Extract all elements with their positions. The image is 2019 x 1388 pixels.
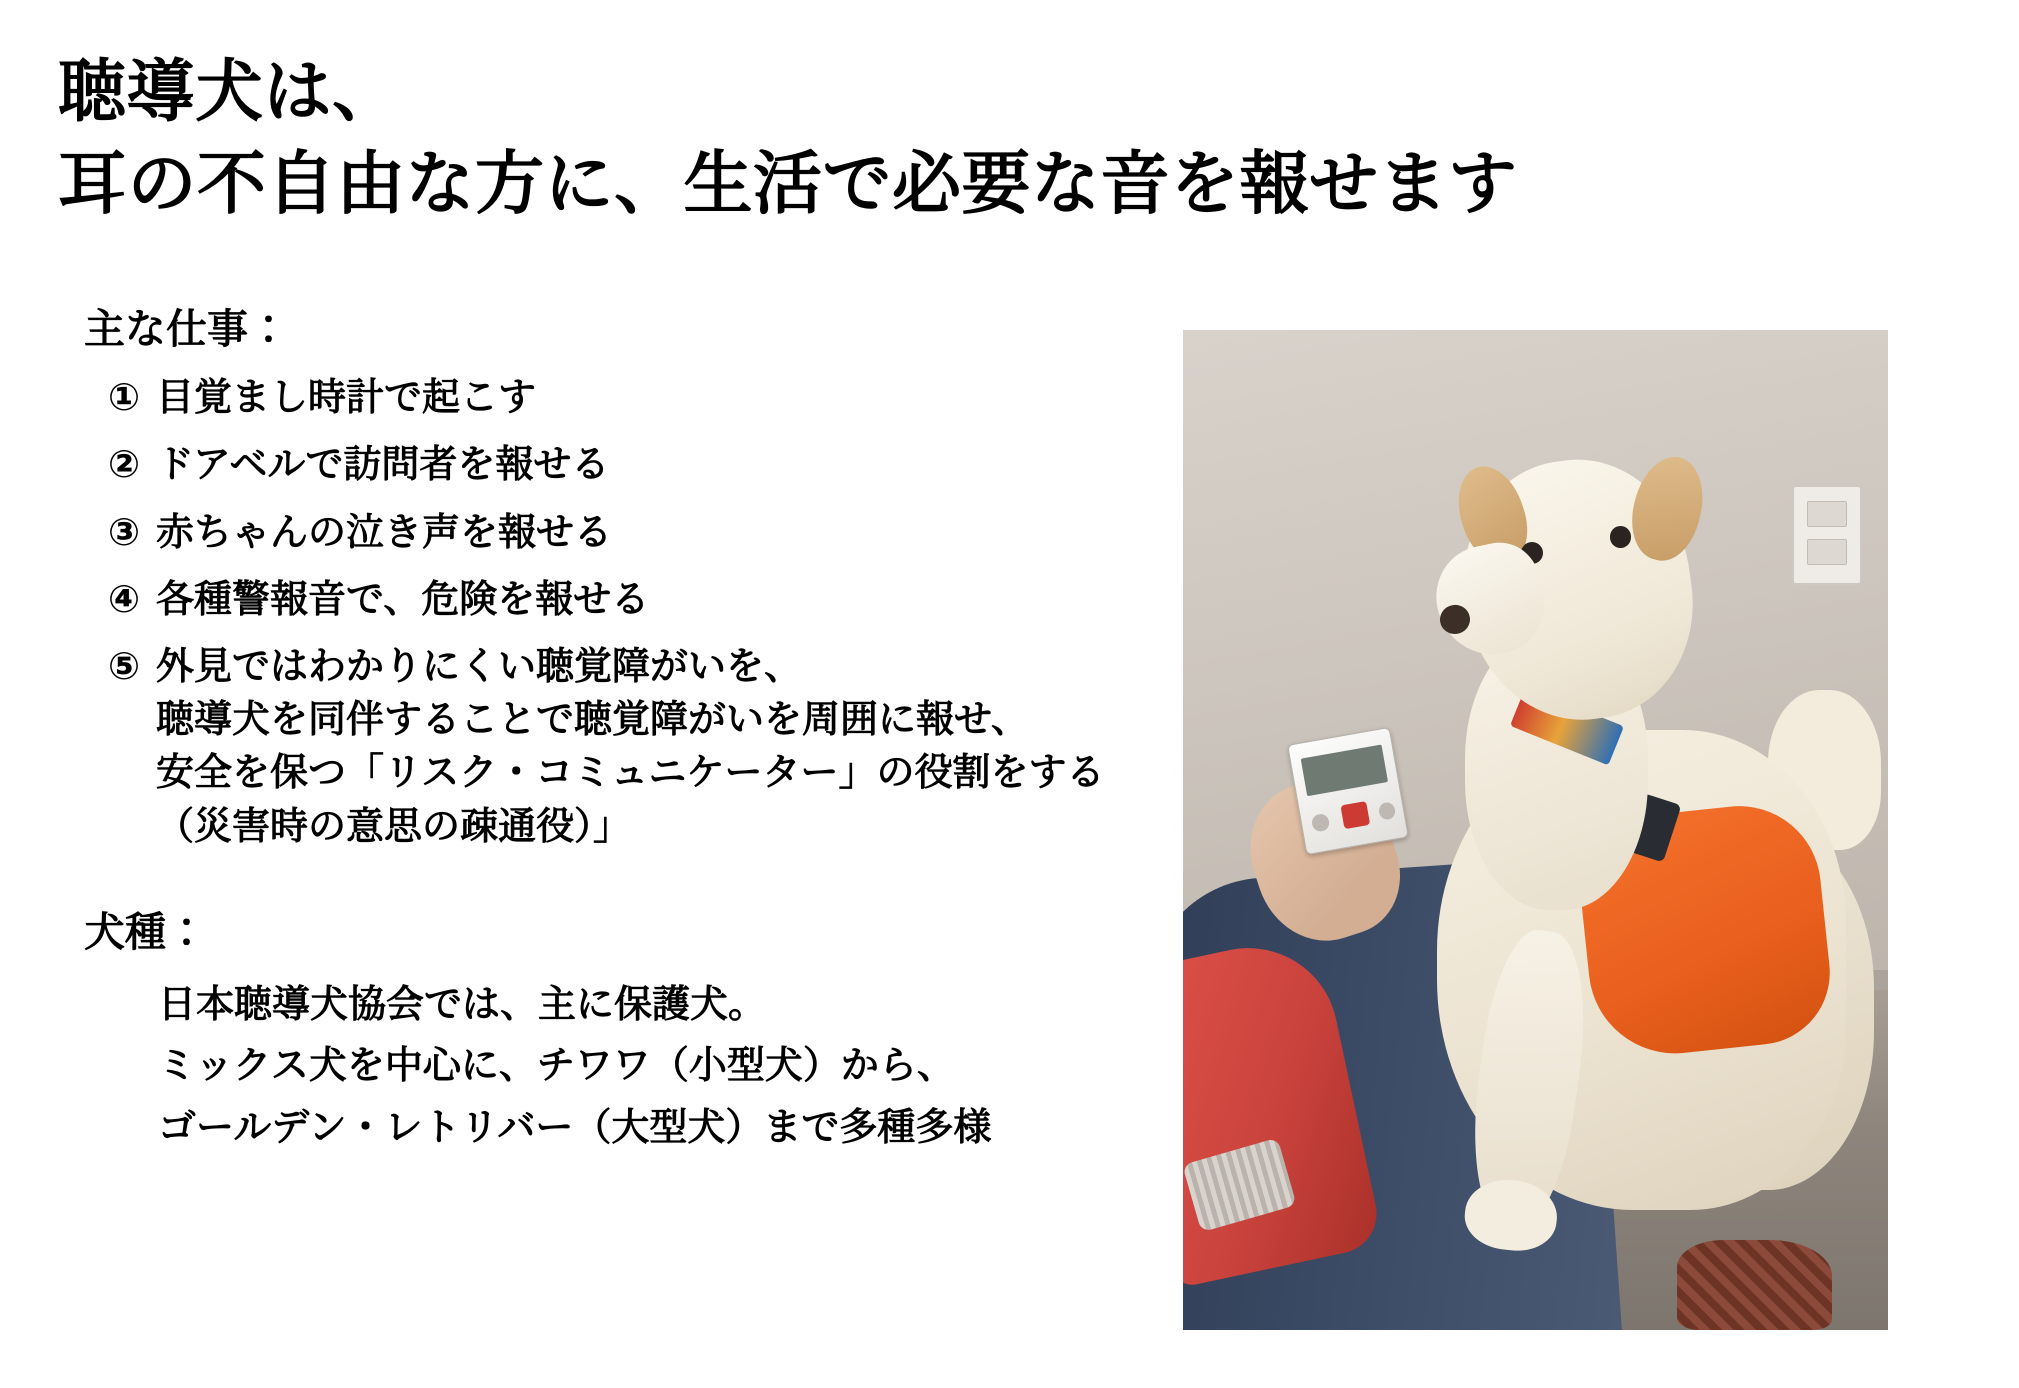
title-line-2: 耳の不自由な方に、生活で必要な音を報せます [58, 144, 1518, 222]
breed-line: ゴールデン・レトリバー（大型犬）まで多種多様 [158, 1106, 992, 1149]
list-item-line: 各種警報音で、危険を報せる [156, 578, 650, 621]
content-column [84, 305, 1164, 1160]
jobs-heading: 主な仕事： [84, 306, 289, 352]
list-item-line: 外見ではわかりにくい聴覚障がいを、 [156, 645, 803, 688]
timer-display [1301, 745, 1388, 796]
list-item-line: 目覚まし時計で起こす [156, 377, 537, 420]
slide-title [58, 48, 1908, 229]
list-item-text [156, 372, 1164, 425]
timer-button-right [1377, 801, 1396, 821]
list-item-number: ⑤ [108, 645, 141, 688]
list-item-number: ③ [108, 511, 141, 554]
list-item-number: ① [108, 377, 141, 420]
list-item-text [156, 439, 1164, 492]
timer-button-start [1340, 801, 1370, 829]
breed-line: ミックス犬を中心に、チワワ（小型犬）から、 [158, 1045, 955, 1088]
list-item-line: 赤ちゃんの泣き声を報せる [156, 511, 613, 554]
breed-section [84, 908, 1164, 1160]
breed-lines [84, 975, 1164, 1160]
list-item [84, 574, 1164, 627]
list-item-line: 聴導犬を同伴することで聴覚障がいを周囲に報せ、 [156, 699, 1029, 742]
slipper [1677, 1240, 1832, 1330]
list-item-line: （災害時の意思の疎通役）」 [156, 805, 632, 848]
photo-scene [1183, 330, 1888, 1330]
list-item-number: ④ [108, 578, 141, 621]
breed-line: 日本聴導犬協会では、主に保護犬。 [158, 983, 767, 1026]
list-item-line: 安全を保つ「リスク・コミュニケーター」の役割をする [156, 752, 1105, 795]
breed-heading: 犬種： [84, 908, 207, 955]
list-item [84, 439, 1164, 492]
list-item [84, 641, 1164, 854]
list-item-line: ドアベルで訪問者を報せる [156, 444, 610, 487]
list-item-text [156, 641, 1164, 854]
list-item-text [156, 507, 1164, 560]
jobs-list [84, 372, 1164, 854]
dog-eye-right [1610, 526, 1632, 548]
list-item-text [156, 574, 1164, 627]
list-item-number: ② [108, 444, 141, 487]
wall-switch [1792, 485, 1862, 585]
list-item [84, 507, 1164, 560]
kitchen-timer [1287, 727, 1409, 855]
hearing-dog-photo [1183, 330, 1888, 1330]
timer-button-left [1311, 813, 1330, 833]
list-item [84, 372, 1164, 425]
title-line-1: 聴導犬は、 [58, 54, 401, 130]
